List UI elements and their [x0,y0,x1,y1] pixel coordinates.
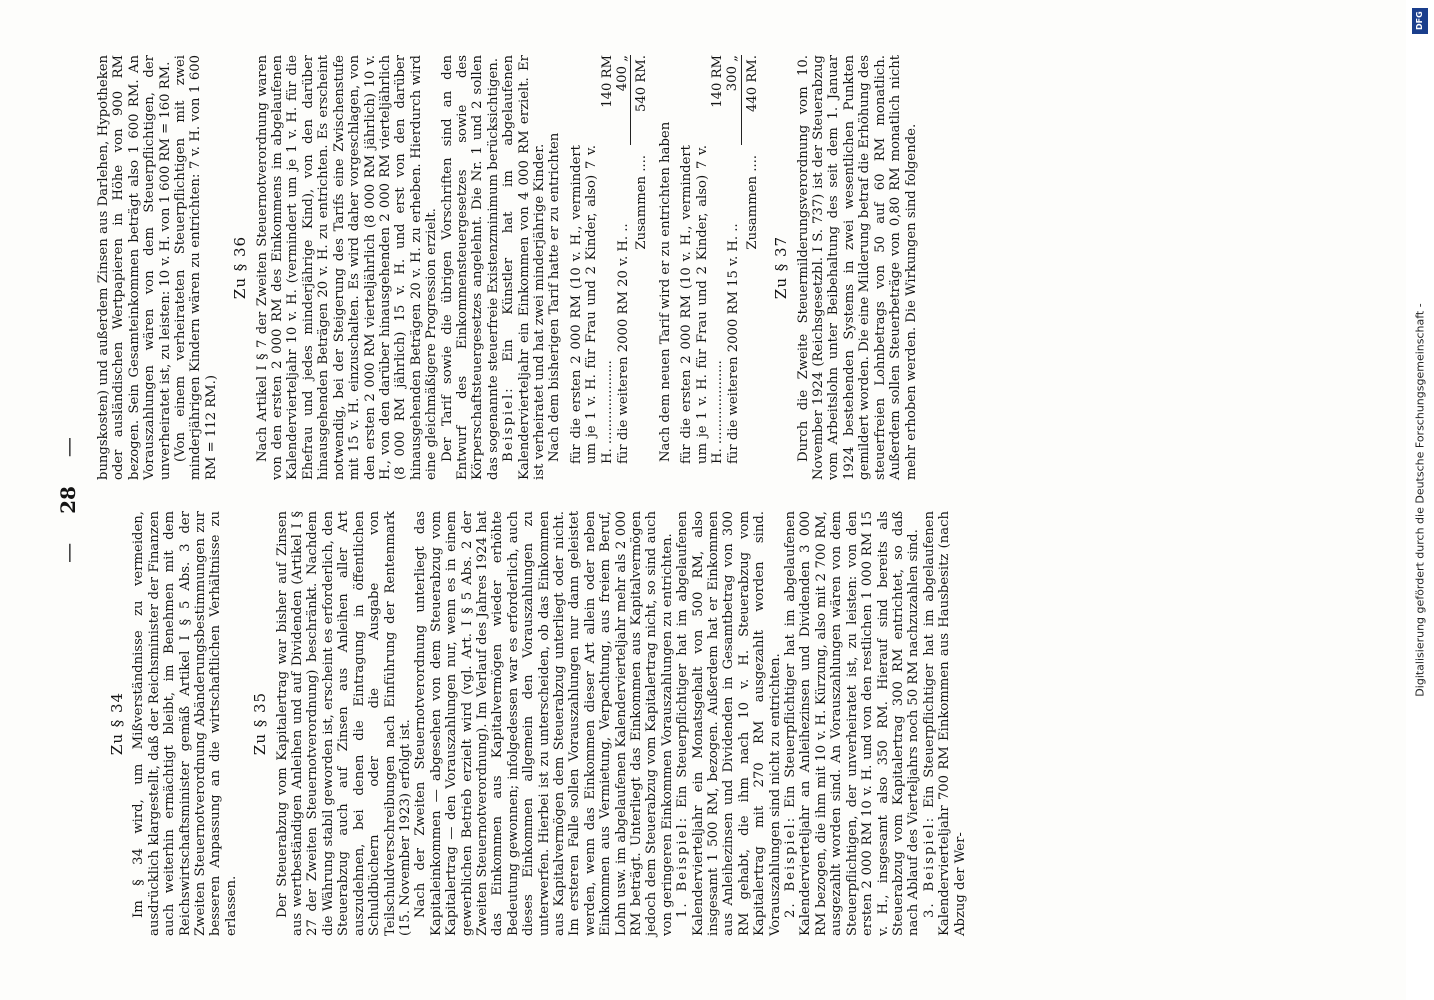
old-tariff-intro: Nach dem bisherigen Tarif hatte er zu entrichten [547,132,563,462]
example-1-lead: 1. Beispiel: [675,815,691,918]
new-tariff-intro: Nach dem neuen Tarif wird er zu entrichten haben [657,121,673,462]
new-tariff-total [745,55,760,480]
old-tariff-row-value: 140 RM [599,55,615,108]
new-tariff-total-label: Zusammen .... [744,155,760,250]
new-tariff-row-label: für die ersten 2 000 RM (10 v. H., vermindert um je 1 v. H. für Frau und 2 Kinder, also) 7 v. H. .................... [679,145,726,464]
section-35-paragraph-2: Nach der Zweiten Steuernotverordnung unterliegt das Kapitaleinkommen — abgesehen von dem Steuerabzug vom Kapitalertrag — den Vorauszahlungen nur, wenn es in einem gewerblichen Betrieb erzielt wird (vgl. Art. I § 5 Abs. 2 der Zweiten Steuernotverordnung). Im Verlauf des Jahres 1924 hat das Einkommen aus Kapitalvermögen wieder erhöhte Bedeutung gewonnen; infolgedessen war es erforderlich, auch dieses Einkommen allgemein den Vorauszahlungen zu unterwerfen. Hierbei ist zu unterscheiden, ob das Einkommen aus Kapitalvermögen dem Steuerabzug unterliegt oder nicht. Im ersteren Falle sollen Vorauszahlungen nur dann geleistet werden, wenn das Einkommen dieser Art allein oder neben Einkommen aus Vermietung, Verpachtung, aus freiem Beruf, Lohn usw. im abgelaufenen Kalendervierteljahr mehr als 2 000 RM beträgt. Unterliegt das Einkommen aus Kapitalvermögen jedoch dem Steuerabzug vom Kapitalertrag nicht, so sind auch von geringeren Einkommen Vorauszahlungen zu entrichten. [413,511,675,936]
old-tariff-row [615,55,631,480]
old-tariff-total-value: 540 RM. [634,55,650,112]
old-tariff-row-label: für die weiteren 2000 RM 20 v. H. .. [616,223,631,464]
section-heading-34: Zu § 34 [108,691,126,756]
section-36-example [501,55,547,480]
example-2 [783,511,922,936]
section-heading-35: Zu § 35 [251,691,270,756]
right-column [96,55,919,480]
page-header [56,0,86,1000]
new-tariff-row-value: 140 RM [710,55,726,108]
example-3-lead: 3. Beispiel: [921,815,937,918]
example-2-lead: 2. Beispiel: [783,815,799,918]
watermark-text: Digitalisierung gefördert durch die Deutsche Forschungsgemeinschaft - [1413,303,1427,697]
section-35-paragraph-1: Der Steuerabzug vom Kapitalertrag war bisher auf Zinsen aus wertbeständigen Anleihen und auf Dividenden (Artikel I § 27 der Zweiten Steuernotverordnung) beschränkt. Nachdem die Währung stabil geworden ist, erscheint es erforderlich, den Steuerabzug auch auf Zinsen aus Anleihen aller Art auszudehnen, bei denen die Eintragung in öffentlichen Schuldbüchern oder die Ausgabe von Teilschuldverschreibungen nach Einführung der Rentenmark (15. November 1923) erfolgt ist. [274,511,413,936]
section-37-paragraph: Durch die Zweite Steuermilderungsverordnung vom 10. November 1924 (Reichsgesetzbl. I S. 737) ist der Steuerabzug vom Arbeitslohn unter Beibehaltung des seit dem 1. Januar 1924 bestehenden Systems in zwei wesentlichen Punkten gemildert worden. Die eine Milderung betraf die Erhöhung des steuerfreien Lohnbetrags von 50 auf 60 RM monatlich. Außerdem sollen Steuerbeträge von 0,80 RM monatlich nicht mehr erhoben werden. Die Wirkungen sind folgende. [795,55,919,480]
header-dash-left: — [56,542,80,563]
new-tariff-total-value: 440 RM. [744,55,760,112]
section-36-paragraph-2: Der Tarif sowie die übrigen Vorschriften sind an den Entwurf des Einkommensteuergesetzes sowie des Körperschaftsteuergesetzes angelehnt. Die Nr. 1 und 2 sollen das sogenannte steuerfreie Existenzminimum berücksichtigen. [439,55,501,480]
example-1 [675,511,783,936]
section-36-paragraph-1: Nach Artikel I § 7 der Zweiten Steuernotverordnung waren von den ersten 2 000 RM des Einkommens im abgelaufenen Kalendervierteljahr 10 v. H. (vermindert um je 1 v. H. für die Ehefrau und jedes minderjährige Kind), von den darüber hinausgehenden Beträgen 20 v. H. zu entrichten. Es erscheint notwendig, bei der Steigerung des Tarifs eine Zwischenstufe mit 15 v. H. einzuschalten. Es wird daher vorgeschlagen, von den ersten 2 000 RM vierteljährlich (8 000 RM jährlich) 10 v. H., von den darüber hinausgehenden 2 000 RM vierteljährlich (8 000 RM jährlich) 15 v. H. und erst von den darüber hinausgehenden Beträgen 20 v. H. zu erheben. Hierdurch wird eine gleichmäßigere Progression erzielt. [254,55,440,480]
left-column [96,511,968,936]
old-tariff-row-label: für die ersten 2 000 RM (10 v. H., vermindert um je 1 v. H. für Frau und 2 Kinder, also) 7 v. H. .................... [568,145,615,464]
new-tariff-calculation [679,55,742,480]
example-3-text: Ein Steuerpflichtiger hat im abgelaufenen Kalendervierteljahr 700 RM Einkommen aus Hausbesitz (nach Abzug der Wer- [921,511,968,936]
example-3 [922,511,968,936]
old-tariff-total-label: Zusammen .... [634,155,650,250]
married-note: (Von einem verheirateten Steuerpflichtigen mit zwei minderjährigen Kindern wären zu entrichten: 7 v. H. von 1 600 RM = 112 RM.) [173,55,219,480]
new-tariff-row [725,55,741,480]
section-36-example-text: Ein Künstler hat im abgelaufenen Kalendervierteljahr ein Einkommen von 4 000 RM erzielt. Er ist verheiratet und hat zwei minderjährige Kinder. [501,55,547,480]
section-heading-36: Zu § 36 [231,235,250,300]
example-2-text: Ein Steuerpflichtiger hat im abgelaufenen Kalendervierteljahr an Anleihezinsen und Dividenden 3 000 RM bezogen, die ihm mit 10 v. H. Kürzung, also mit 2 700 RM, ausgezahlt worden sind. An Vorauszahlungen wären von dem Steuerpflichtigen, der unverheiratet ist, zu leisten: von den ersten 2 000 RM 10 v. H. und von den restlichen 1 000 RM 15 v. H., insgesamt also 350 RM. Hierauf sind bereits als Steuerabzug vom Kapitalertrag 300 RM entrichtet, so daß nach Ablauf des Vierteljahrs noch 50 RM nachzuzahlen sind. [783,511,922,936]
section-34-paragraph: Im § 34 wird, um Mißverständnisse zu vermeiden, ausdrücklich klargestellt, daß der Reichsminister der Finanzen auch weiterhin ermächtigt bleibt, im Benehmen mit dem Reichswirtschaftsminister gemäß Artikel I § 5 Abs. 3 der Zweiten Steuernotverordnung Abänderungsbestimmungen zur besseren Anpassung an die wirtschaftlichen Verhältnisse zu erlassen. [131,511,239,936]
continuation-paragraph: bungskosten) und außerdem Zinsen aus Darlehen, Hypotheken oder ausländischen Wertpapieren in Höhe von 900 RM bezogen. Sein Gesamteinkommen beträgt also 1 600 RM. An Vorauszahlungen wären von dem Steuerpflichtigen, der unverheiratet ist, zu leisten: 10 v. H. von 1 600 RM = 160 RM. [96,55,173,480]
old-tariff-row [569,55,615,480]
new-tariff-row [679,55,725,480]
new-tariff-row-label: für die weiteren 2000 RM 15 v. H. .. [726,223,742,464]
section-heading-37: Zu § 37 [772,235,791,300]
page-number: 28 [56,486,80,514]
new-tariff-row-value: 300 „ [725,55,741,145]
section-36-example-lead: Beispiel: [501,386,517,462]
old-tariff-total [634,55,649,480]
dfg-logo: DFG [1412,8,1428,34]
example-1-text: Ein Steuerpflichtiger hat im abgelaufenen Kalendervierteljahr ein Monatsgehalt von 500 RM, also insgesamt 1 500 RM, bezogen. Außerdem hat er Einkommen aus Anleihezinsen und Dividenden in Gesamtbetrag von 300 RM gehabt, die ihm nach 10 v. H. Steuerabzug vom Kapitalertrag mit 270 RM ausgezahlt worden sind. Vorauszahlungen sind nicht zu entrichten. [675,511,783,936]
digitization-watermark [1406,0,1434,1000]
old-tariff-row-value: 400 „ [615,55,631,145]
header-dash-right: — [56,437,80,458]
old-tariff-calculation [569,55,632,480]
